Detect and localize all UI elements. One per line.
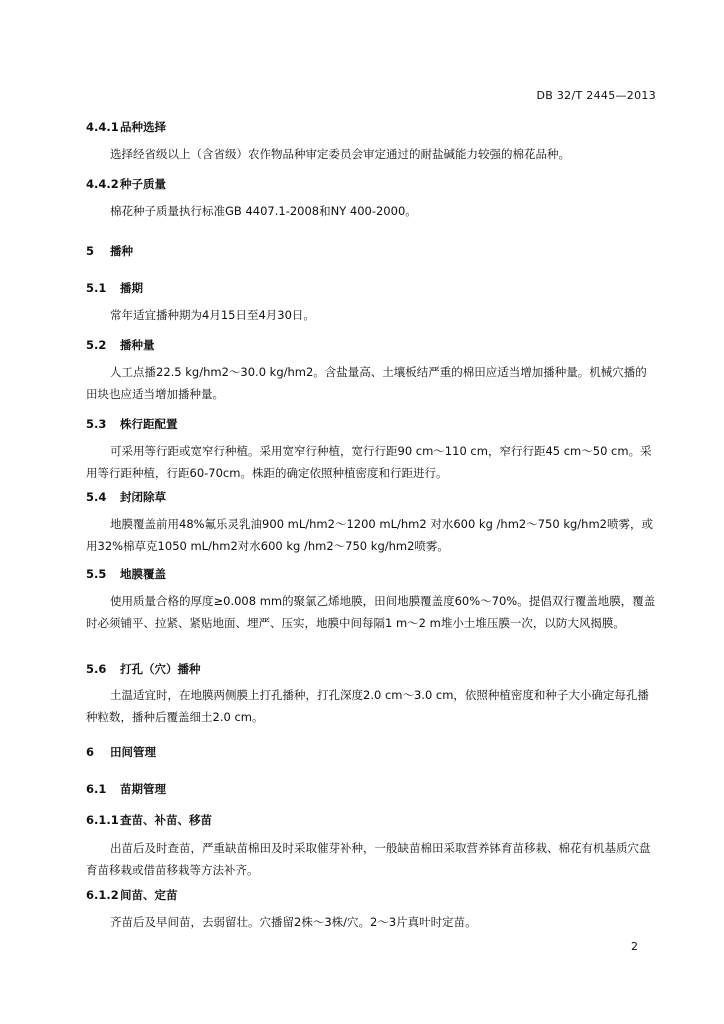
document-header: DB 32/T 2445—2013 bbox=[536, 89, 656, 102]
page-number: 2 bbox=[631, 940, 638, 953]
paragraph-sowing-period: 常年适宜播种期为4月15日至4月30日。 bbox=[110, 308, 315, 322]
paragraph-hole-sowing: 土温适宜时，在地膜两侧膜上打孔播种，打孔深度2.0 cm～3.0 cm，依照种植密度和种子大小确定每孔播种粒数，播种后覆盖细土2.0 cm。 bbox=[86, 688, 649, 724]
paragraph-seedling-check: 出苗后及时查苗，严重缺苗棉田及时采取催芽补种，一般缺苗棉田采取营养钵育苗移栽、棉花有机基质穴盘育苗移栽或借苗移栽等方法补齐。 bbox=[86, 841, 651, 877]
section-heading-5: 5 播种 bbox=[86, 244, 133, 258]
section-heading-6-1: 6.1 苗期管理 bbox=[86, 782, 166, 796]
section-heading-5-6: 5.6 打孔（穴）播种 bbox=[86, 662, 201, 676]
section-heading-4-4-2: 4.4.2种子质量 bbox=[86, 177, 166, 191]
paragraph-mulching: 使用质量合格的厚度≥0.008 mm的聚氯乙烯地膜，田间地膜覆盖度60%～70%。提倡双行覆盖地膜，覆盖时必须铺平、拉紧、紧贴地面、埋严、压实，地膜中间每隔1 m～2 m堆小土堆压膜一次，以防大风揭膜。 bbox=[86, 594, 656, 630]
section-heading-5-5: 5.5 地膜覆盖 bbox=[86, 567, 166, 581]
section-heading-5-4: 5.4 封闭除草 bbox=[86, 490, 166, 504]
paragraph-sowing-amount: 人工点播22.5 kg/hm2～30.0 kg/hm2。含盐量高、土壤板结严重的棉田应适当增加播种量。机械穴播的田块也应适当增加播种量。 bbox=[86, 365, 647, 401]
section-heading-6-1-2: 6.1.2间苗、定苗 bbox=[86, 888, 178, 902]
section-heading-6-1-1: 6.1.1查苗、补苗、移苗 bbox=[86, 813, 212, 827]
section-heading-5-2: 5.2 播种量 bbox=[86, 338, 155, 352]
section-heading-5-3: 5.3 株行距配置 bbox=[86, 417, 178, 431]
section-heading-6: 6 田间管理 bbox=[86, 745, 156, 759]
paragraph-weeding: 地膜覆盖前用48%氟乐灵乳油900 mL/hm2～1200 mL/hm2 对水600 kg /hm2～750 kg/hm2喷雾，或用32%棉草克1050 mL/hm2对水600 kg /hm2～750 kg/hm2喷雾。 bbox=[86, 517, 653, 553]
paragraph-thinning: 齐苗后及早间苗，去弱留壮。穴播留2株～3株/穴。2～3片真叶时定苗。 bbox=[110, 915, 477, 929]
paragraph-spacing: 可采用等行距或宽窄行种植。采用宽窄行种植，宽行行距90 cm～110 cm，窄行行距45 cm～50 cm。采用等行距种植，行距60-70cm。株距的确定依照种植密度和行距进行。 bbox=[86, 444, 652, 480]
paragraph-seed-quality: 棉花种子质量执行标准GB 4407.1-2008和NY 400-2000。 bbox=[110, 204, 417, 218]
paragraph-variety: 选择经省级以上（含省级）农作物品种审定委员会审定通过的耐盐碱能力较强的棉花品种。 bbox=[110, 147, 570, 161]
section-heading-4-4-1: 4.4.1品种选择 bbox=[86, 120, 166, 134]
section-heading-5-1: 5.1 播期 bbox=[86, 281, 143, 295]
